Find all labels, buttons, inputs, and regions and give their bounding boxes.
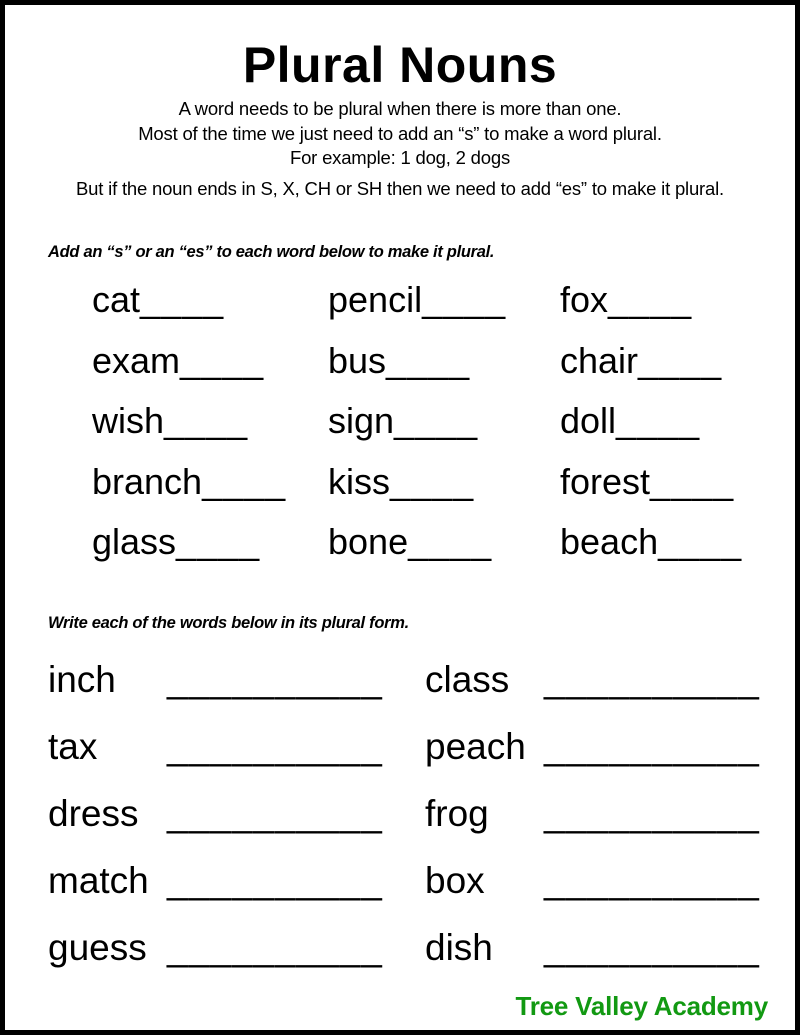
write-item (425, 923, 792, 990)
section1-word-grid (92, 278, 792, 581)
write-item (48, 856, 425, 923)
fill-item (328, 520, 560, 581)
noun-word: fox (560, 279, 609, 320)
noun-word: cat (92, 279, 141, 320)
write-item (48, 722, 425, 789)
answer-blank: ____ (390, 460, 475, 502)
page-title: Plural Nouns (242, 37, 558, 93)
write-item (425, 655, 792, 722)
answer-blank: ____ (386, 339, 471, 381)
intro-line-3: For example: 1 dog, 2 dogs (289, 147, 511, 168)
intro-paragraph (5, 97, 795, 171)
answer-blank: ____ (638, 339, 723, 381)
fill-item (92, 278, 328, 339)
section2-instruction: Write each of the words below in its plural form. (48, 614, 409, 632)
noun-word: beach (560, 521, 659, 562)
noun-word: dress (48, 793, 139, 834)
answer-blank: __________ (544, 860, 760, 901)
write-item (48, 789, 425, 856)
answer-blank: ____ (616, 400, 701, 441)
fill-item (328, 339, 560, 400)
noun-word: peach (425, 726, 526, 767)
answer-blank: ____ (422, 279, 507, 320)
write-item (425, 856, 792, 923)
answer-blank: ____ (650, 460, 735, 502)
answer-blank: ____ (394, 400, 479, 441)
noun-word: match (48, 860, 149, 901)
intro-line-2: Most of the time we just need to add an “s” to make a word plural. (138, 122, 662, 144)
noun-word: doll (560, 400, 617, 441)
answer-blank: ____ (202, 460, 287, 502)
intro-line-1: A word needs to be plural when there is more than one. (178, 98, 622, 119)
noun-word: dish (425, 927, 493, 968)
answer-blank: ____ (608, 279, 693, 320)
fill-item (92, 520, 328, 581)
answer-blank: __________ (167, 659, 383, 700)
answer-blank: __________ (167, 793, 383, 834)
answer-blank: ____ (180, 339, 265, 381)
write-item (48, 655, 425, 722)
noun-word: box (425, 860, 485, 901)
answer-blank: __________ (167, 860, 383, 901)
fill-item (560, 520, 792, 581)
fill-item (560, 278, 792, 339)
fill-item (560, 460, 792, 521)
answer-blank: __________ (544, 659, 760, 700)
answer-blank: ____ (408, 521, 493, 562)
noun-word: glass (92, 521, 177, 562)
brand-logo-text: Tree Valley Academy (515, 991, 768, 1021)
answer-blank: __________ (167, 927, 383, 968)
fill-item (92, 399, 328, 460)
fill-item (560, 399, 792, 460)
fill-item (92, 339, 328, 400)
fill-item (328, 399, 560, 460)
answer-blank: __________ (544, 927, 760, 968)
noun-word: bus (328, 339, 387, 381)
noun-word: forest (560, 460, 651, 502)
answer-blank: __________ (544, 726, 760, 767)
fill-item (328, 460, 560, 521)
answer-blank: ____ (176, 521, 261, 562)
noun-word: inch (48, 659, 116, 700)
fill-item (560, 339, 792, 400)
noun-word: tax (48, 726, 98, 767)
noun-word: bone (328, 521, 409, 562)
answer-blank: __________ (544, 793, 760, 834)
write-item (425, 722, 792, 789)
section2-word-grid (48, 655, 792, 990)
noun-word: wish (92, 400, 165, 441)
noun-word: kiss (328, 460, 390, 502)
noun-word: pencil (328, 279, 423, 320)
rule-line: But if the noun ends in S, X, CH or SH then we need to add “es” to make it plural. (76, 178, 724, 199)
answer-blank: ____ (658, 521, 743, 562)
answer-blank: ____ (140, 279, 225, 320)
noun-word: branch (92, 460, 203, 502)
noun-word: chair (560, 339, 639, 381)
answer-blank: __________ (167, 726, 383, 767)
noun-word: class (425, 659, 510, 700)
noun-word: frog (425, 793, 489, 834)
noun-word: sign (328, 400, 395, 441)
fill-item (92, 460, 328, 521)
noun-word: guess (48, 927, 147, 968)
write-item (48, 923, 425, 990)
noun-word: exam (92, 339, 181, 381)
write-item (425, 789, 792, 856)
section1-instruction: Add an “s” or an “es” to each word below to make it plural. (48, 243, 495, 261)
answer-blank: ____ (164, 400, 249, 441)
fill-item (328, 278, 560, 339)
